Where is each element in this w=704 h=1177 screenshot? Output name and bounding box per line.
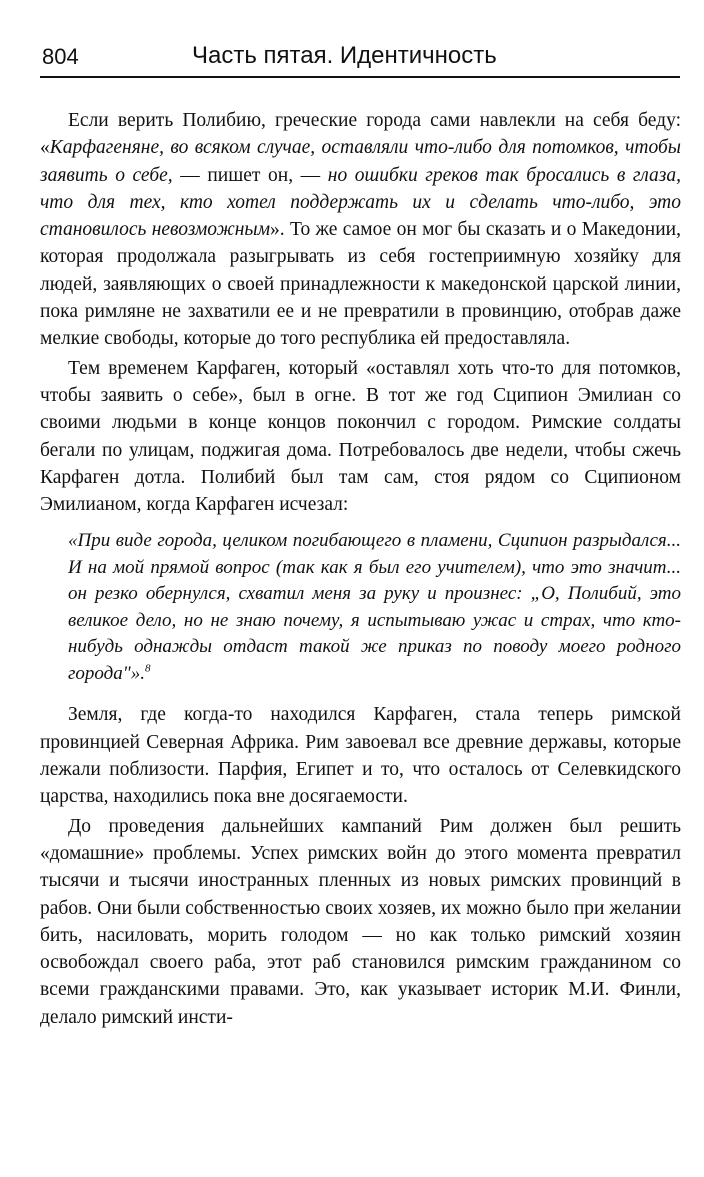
- paragraph-text: — пишет он, —: [172, 164, 328, 186]
- paragraph: Земля, где когда-то находился Карфаген, стала теперь римской провинцией Северная Африка. Рим завоевал все древние державы, которые лежали поблизости. Парфия, Египет и то, что осталось от Селевкидского царства, находились пока вне досягаемости.: [40, 704, 681, 808]
- running-title: Часть пятая. Идентичность: [192, 42, 497, 69]
- paragraph: До проведения дальнейших кампаний Рим должен был решить «домашние» проблемы. Успех римских войн до этого момента превратил тысячи и тысячи иностранных пленных из новых римских провинций в рабов. Они были собственностью своих хозяев, их можно было при желании бить, насиловать, морить голодом — но как только римский хозяин освобождал своего раба, этот раб становился римским гражданином со всеми гражданскими правами. Это, как указывает историк М.И. Финли, делало римский инсти-: [40, 815, 681, 1028]
- page-header: [40, 40, 680, 78]
- italic-quote: Карфагеняне, во всяком случае, оставляли что-либо для потомков, чтобы заявить о себе,: [40, 137, 681, 186]
- page-number: 804: [42, 44, 79, 69]
- paragraph: Тем временем Карфаген, который «оставлял хоть что-то для потомков, чтобы заявить о себе», был в огне. В тот же год Сципион Эмилиан со своими людьми в конце концов покончил с городом. Римские солдаты бегали по улицам, поджигая дома. Потребовалось две недели, чтобы сжечь Карфаген дотла. Полибий был там сам, стоя рядом со Сципионом Эмилианом, когда Карфаген исчезал:: [40, 357, 681, 516]
- paragraph-text: Если верить Полибию, греческие города сами навлекли на себя беду: «: [40, 110, 681, 159]
- page-body: [40, 107, 681, 1033]
- block-quote-text: «При виде города, целиком погибающего в пламени, Сципион разрыдался... И на мой прямой вопрос (так как я был его учителем), что это значит... он резко обернулся, схватил меня за руку и произнес: „О, Полибий, это великое дело, но не знаю почему, я испытываю ужас и страх, что кто-нибудь однажды отдаст такой же приказ по поводу моего родного города"».: [68, 530, 681, 684]
- footnote-marker: 8: [145, 662, 151, 675]
- paragraph: [40, 107, 681, 353]
- block-quote: [68, 528, 681, 687]
- italic-quote: но ошибки греков так бросались в глаза, что для тех, кто хотел поддержать их и сделать что-либо, это становилось невозможным: [40, 164, 681, 241]
- paragraph-text: ». То же самое он мог бы сказать и о Македонии, которая продолжала разыгрывать из себя гостеприимную хозяйку для людей, заявляющих о своей принадлежности к македонской царской линии, пока римляне не захватили ее и не превратили в провинцию, отобрав даже мелкие свободы, которые до того республика ей предоставляла.: [40, 219, 681, 350]
